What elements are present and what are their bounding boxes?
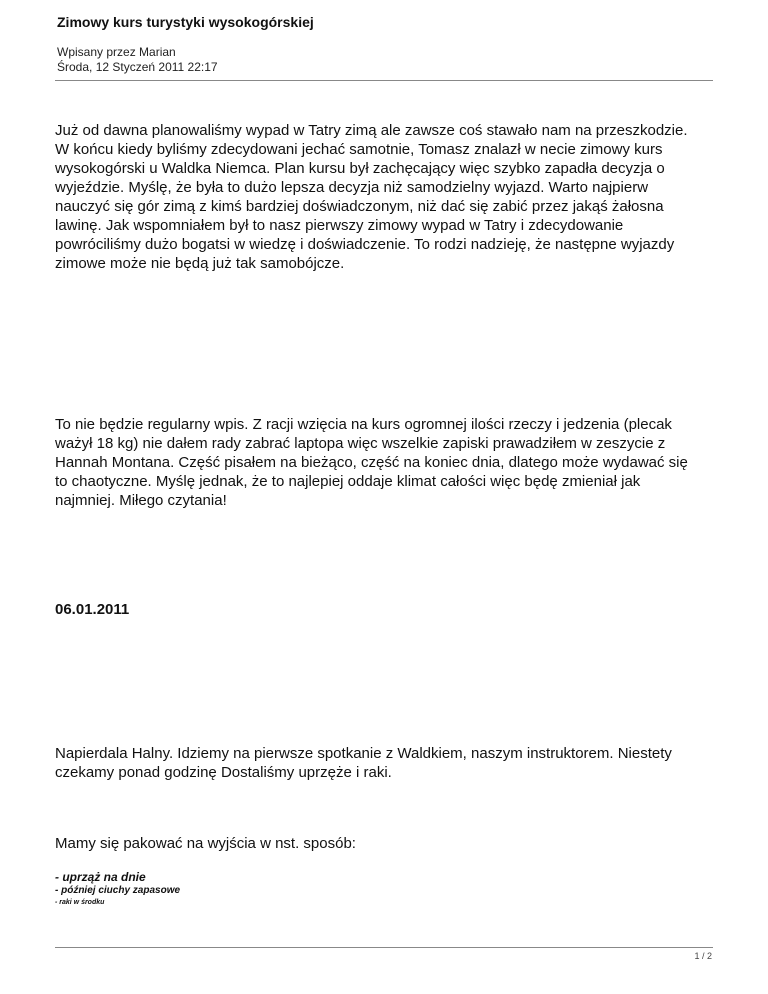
paragraph-day1: Napierdala Halny. Idziemy na pierwsze spotkanie z Waldkiem, naszym instruktorem. Niestety czekamy ponad godzinę Dostaliśmy uprzęże i raki. [55, 745, 672, 781]
paragraph-intro: Już od dawna planowaliśmy wypad w Tatry zimą ale zawsze coś stawało nam na przeszkodzie. W końcu kiedy byliśmy zdecydowani jechać samotnie, Tomasz znalazł w necie zimowy kurs wysokogórski u Waldka Niemca. Plan kursu był zachęcający więc szybko zapadła decyzja o wyjeździe. Myślę, że była to dużo lepsza decyzja niż samodzielny wyjazd. Warto najpierw nauczyć się gór zimą z kimś bardziej doświadczonym, niż dać się zabić przez jakąś żałosna lawinę. Jak wspomniałem był to nasz pierwszy zimowy wypad w Tatry i zdecydowanie powróciliśmy dużo bogatsi w wiedzę i doświadczenie. To rodzi nadzieję, że następne wyjazdy zimowe może nie będą już tak samobójcze. [55, 122, 688, 272]
list-item: - raki w środku [55, 899, 105, 906]
footer-divider [55, 947, 713, 948]
list-item: - uprząż na dnie [55, 870, 146, 884]
packing-list [55, 870, 180, 908]
paragraph-note: To nie będzie regularny wpis. Z racji wzięcia na kurs ogromnej ilości rzeczy i jedzenia (plecak ważył 18 kg) nie dałem rady zabrać laptopa więc wszelkie zapiski prawadziłem w zeszycie z Hannah Montana. Część pisałem na bieżąco, część na koniec dnia, dlatego może wydawać się to chaotyczne. Myślę jednak, że to najlepiej oddaje klimat całości więc będę zmieniał jak najmniej. Miłego czytania! [55, 416, 688, 509]
header-divider [55, 80, 713, 81]
author-line: Wpisany przez Marian [57, 45, 176, 59]
date-line: Środa, 12 Styczeń 2011 22:17 [57, 60, 218, 74]
page-number: 1 / 2 [694, 951, 712, 961]
date-heading: 06.01.2011 [55, 601, 130, 618]
list-item: - później ciuchy zapasowe [55, 885, 181, 896]
paragraph-packing: Mamy się pakować na wyjścia w nst. sposób: [55, 835, 356, 852]
article-meta [57, 45, 218, 75]
article-title: Zimowy kurs turystyki wysokogórskiej [57, 14, 314, 30]
